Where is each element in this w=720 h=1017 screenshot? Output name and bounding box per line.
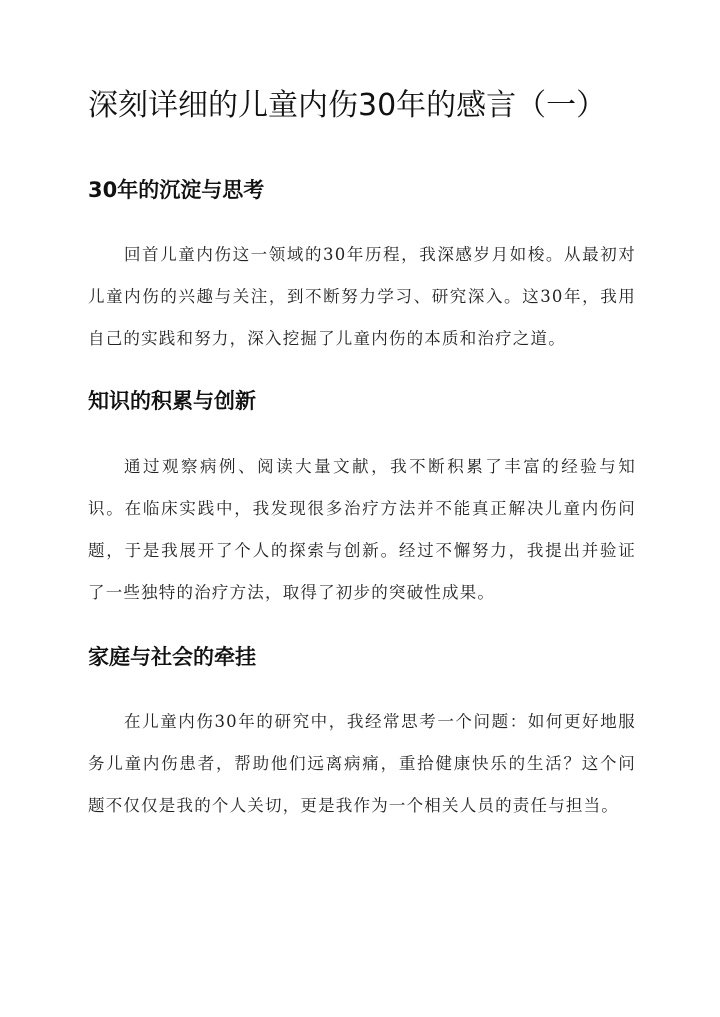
section-heading-knowledge: 知识的积累与创新 [88, 389, 256, 413]
section-body-reflection: 回首儿童内伤这一领域的30年历程，我深感岁月如梭。从最初对儿童内伤的兴趣与关注，到不断努力学习、研究深入。这30年，我用自己的实践和努力，深入挖掘了儿童内伤的本质和治疗之道。 [88, 245, 636, 348]
section-body-knowledge: 通过观察病例、阅读大量文献，我不断积累了丰富的经验与知识。在临床实践中，我发现很多治疗方法并不能真正解决儿童内伤问题，于是我展开了个人的探索与创新。经过不懈努力，我提出并验证了一些独特的治疗方法，取得了初步的突破性成果。 [88, 457, 636, 602]
document-title: 深刻详细的儿童内伤30年的感言（一） [88, 88, 607, 123]
section-heading-reflection: 30年的沉淀与思考 [88, 178, 265, 202]
section-heading-family-society: 家庭与社会的牵挂 [88, 645, 256, 669]
section-body-family-society: 在儿童内伤30年的研究中，我经常思考一个问题：如何更好地服务儿童内伤患者，帮助他们远离病痛，重拾健康快乐的生活？这个问题不仅仅是我的个人关切，更是我作为一个相关人员的责任与担当。 [88, 712, 636, 815]
